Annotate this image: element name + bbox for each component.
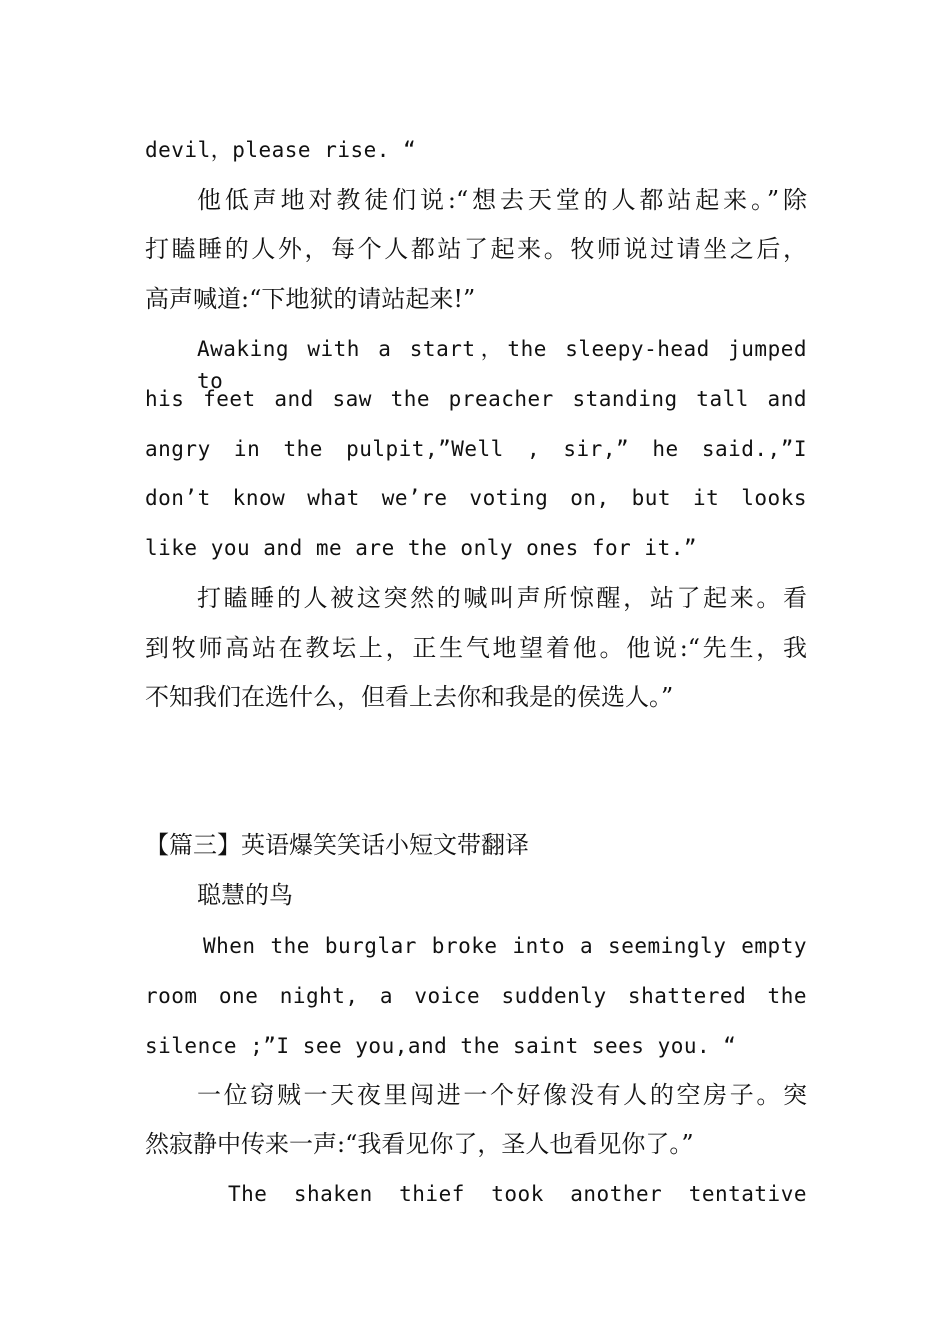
- section-heading: 【篇三】英语爆笑笑话小短文带翻译: [145, 831, 529, 859]
- english-text-line: his feet and saw the preacher standing tall and: [145, 387, 807, 411]
- english-text-line: Awaking with a start，the sleepy-head jumped to: [197, 337, 807, 393]
- english-text-line: don’t know what we’re voting on, but it looks: [145, 486, 807, 510]
- english-text-line: silence ;”I see you,and the saint sees you. “: [145, 1034, 737, 1058]
- chinese-text-line: 然寂静中传来一声:“我看见你了，圣人也看见你了。”: [145, 1130, 694, 1158]
- english-text-line: angry in the pulpit,”Well , sir,” he said.,”I: [145, 437, 807, 461]
- chinese-text-line: 打瞌睡的人被这突然的喊叫声所惊醒，站了起来。看: [197, 584, 807, 612]
- english-text-line: When the burglar broke into a seemingly empty: [203, 934, 807, 958]
- english-text-line: The shaken thief took another tentative: [228, 1182, 807, 1206]
- chinese-text-line: 不知我们在选什么，但看上去你和我是的侯选人。”: [145, 683, 674, 711]
- story-title: 聪慧的鸟: [197, 881, 293, 909]
- chinese-text-line: 高声喊道:“下地狱的请站起来!”: [145, 285, 476, 313]
- chinese-text-line: 一位窃贼一天夜里闯进一个好像没有人的空房子。突: [197, 1081, 807, 1109]
- chinese-text-line: 他低声地对教徒们说:“想去天堂的人都站起来。”除: [197, 186, 807, 214]
- english-text-line: like you and me are the only ones for it.”: [145, 536, 698, 560]
- english-text-line: devil，please rise. “: [145, 138, 417, 162]
- chinese-text-line: 打瞌睡的人外，每个人都站了起来。牧师说过请坐之后，: [145, 235, 807, 263]
- english-text-line: room one night, a voice suddenly shattered the: [145, 984, 807, 1008]
- chinese-text-line: 到牧师高站在教坛上，正生气地望着他。他说:“先生，我: [145, 634, 807, 662]
